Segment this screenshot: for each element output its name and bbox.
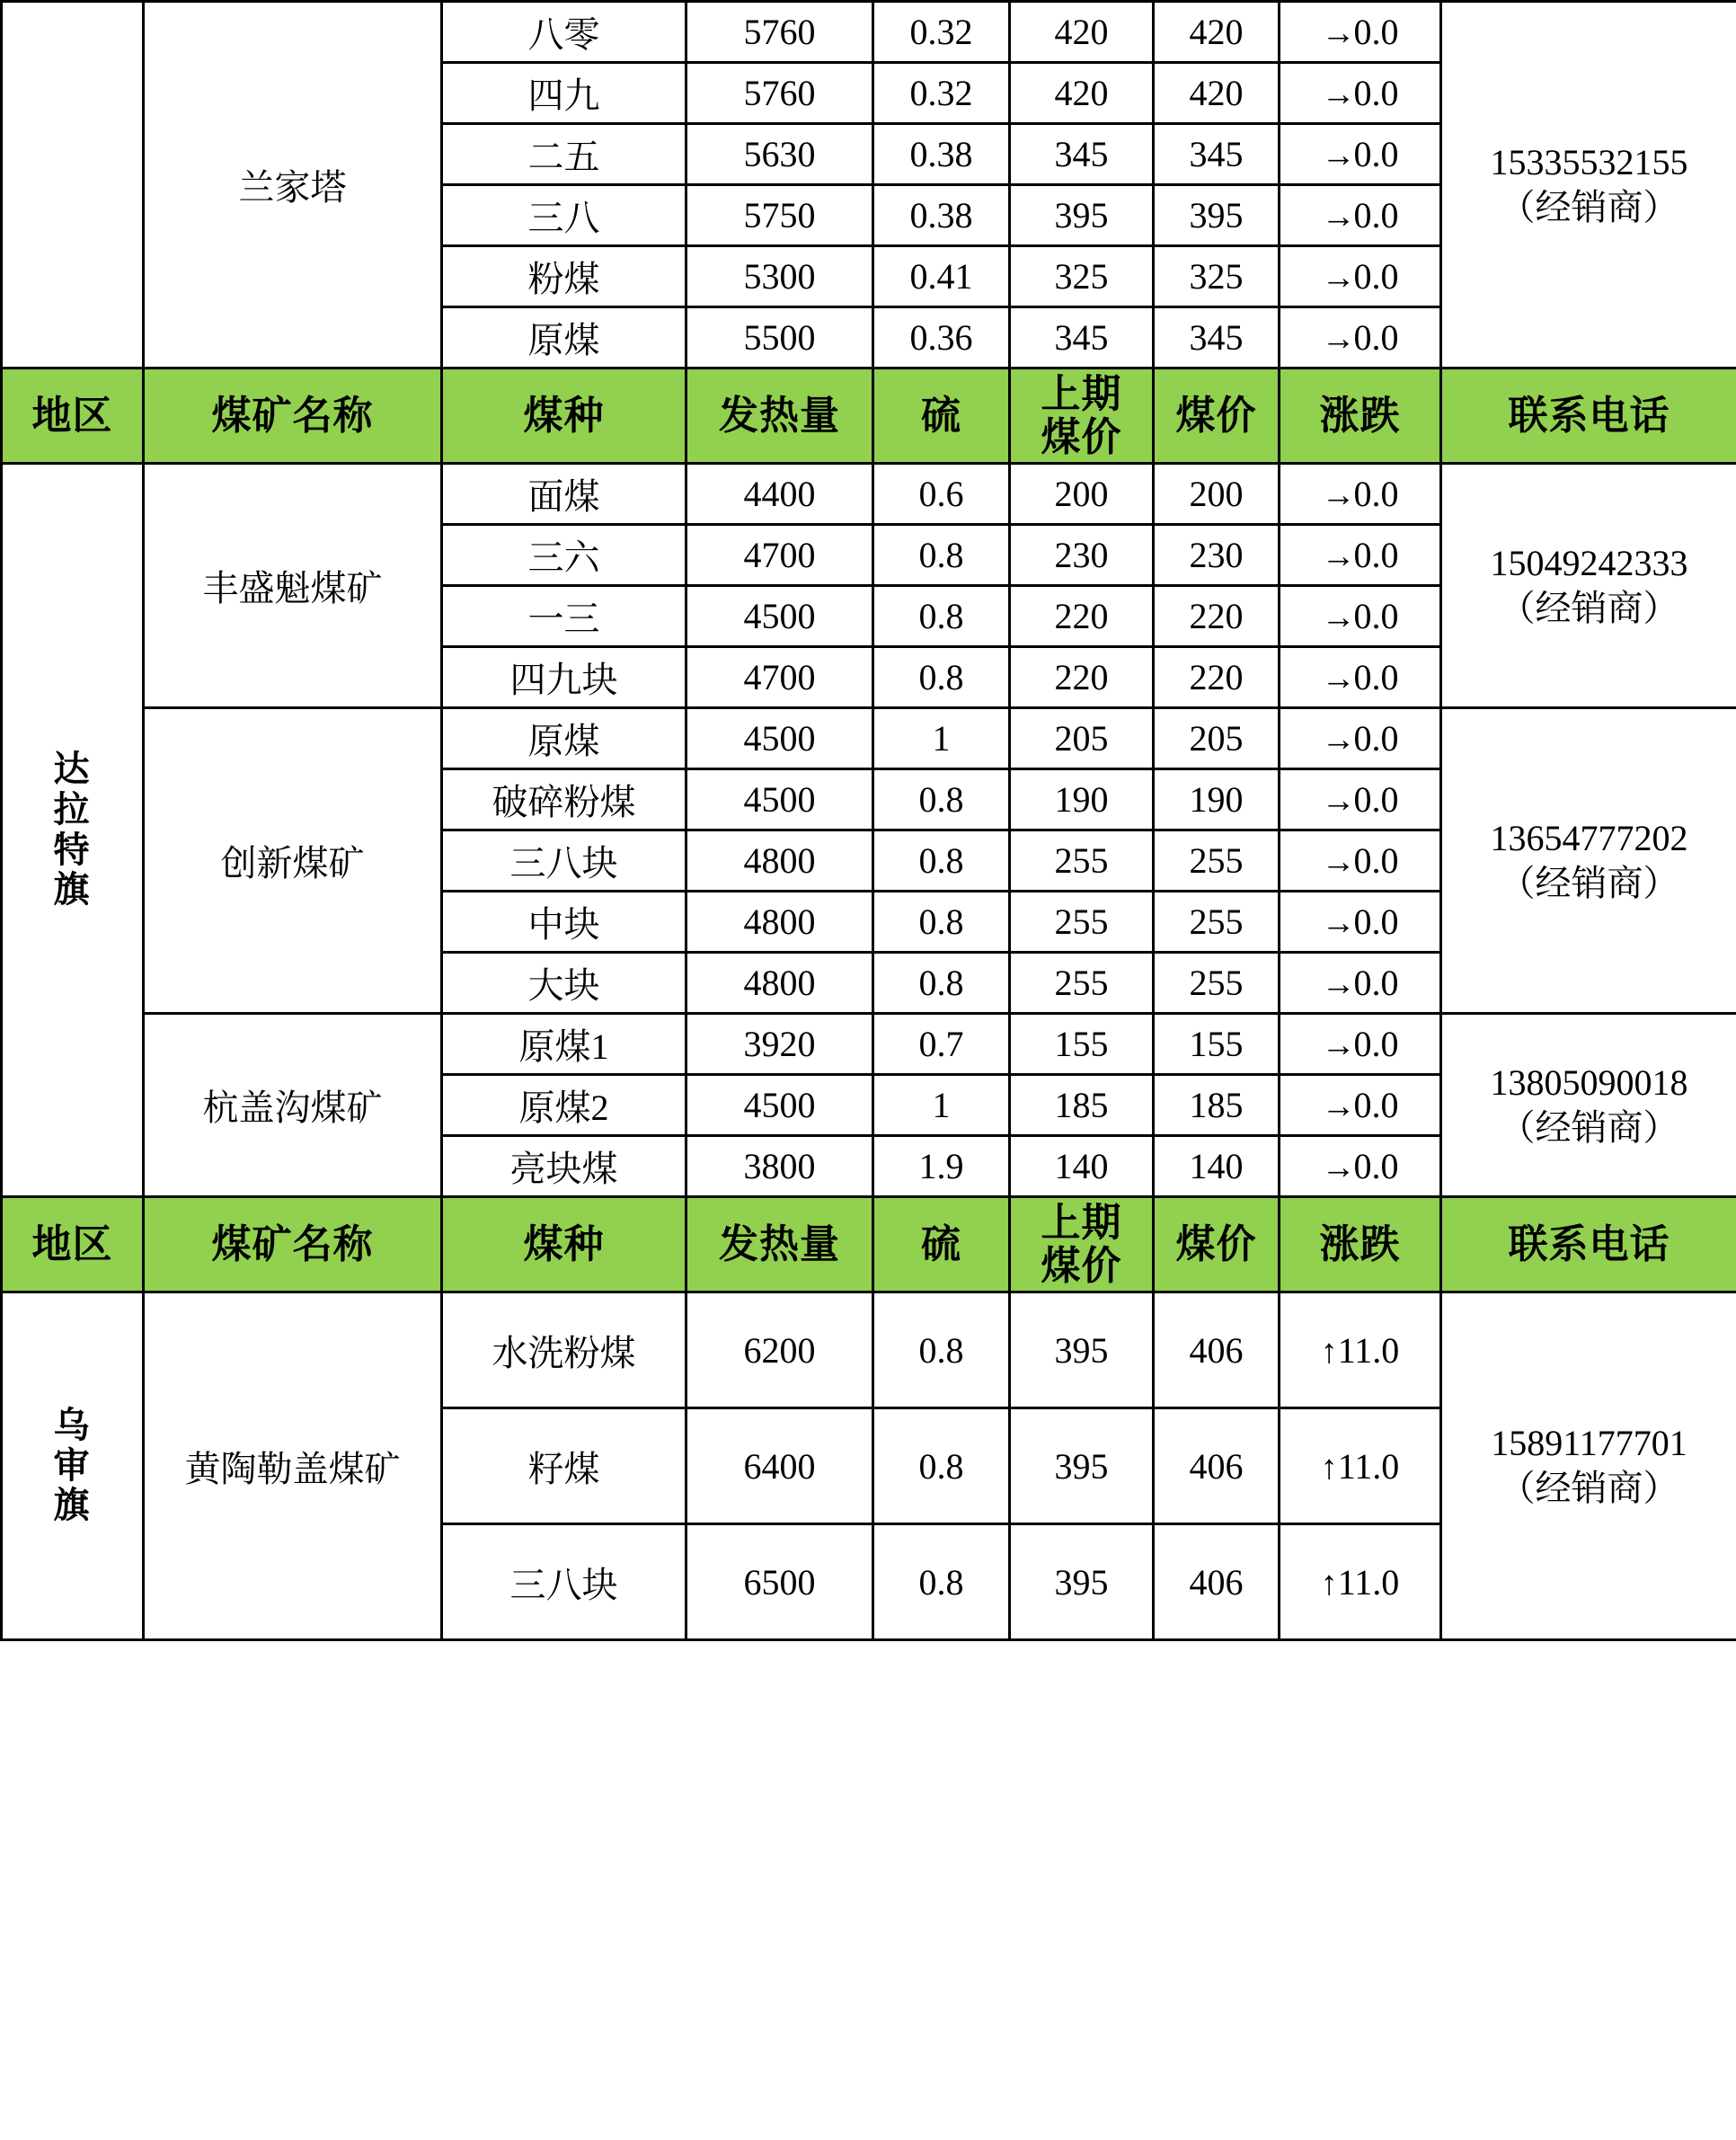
- arrow-flat-icon: →: [1321, 259, 1354, 297]
- change-cell-flat: →0.0: [1280, 2, 1441, 63]
- heat-value-cell: 4500: [686, 586, 873, 647]
- coal-type-cell: 大块: [442, 953, 686, 1014]
- prev-price-cell: 420: [1010, 63, 1154, 124]
- coal-type-cell: 面煤: [442, 464, 686, 525]
- price-cell: 255: [1154, 830, 1280, 892]
- contact-phone-cell: 15335532155 （经销商）: [1441, 2, 1736, 369]
- price-cell: 190: [1154, 769, 1280, 830]
- prev-price-cell: 395: [1010, 1524, 1154, 1640]
- price-cell: 155: [1154, 1014, 1280, 1075]
- change-cell-flat: →0.0: [1280, 953, 1441, 1014]
- sulfur-cell: 0.8: [873, 1292, 1010, 1408]
- price-cell: 220: [1154, 647, 1280, 708]
- table-row: [2, 1292, 1736, 1408]
- coal-type-cell: 中块: [442, 892, 686, 953]
- price-cell: 220: [1154, 586, 1280, 647]
- coal-type-cell: 二五: [442, 124, 686, 185]
- arrow-flat-icon: →: [1321, 904, 1354, 943]
- arrow-flat-icon: →: [1321, 721, 1354, 759]
- sulfur-cell: 0.8: [873, 1524, 1010, 1640]
- heat-value-cell: 6500: [686, 1524, 873, 1640]
- arrow-up-icon: ↑: [1320, 1448, 1338, 1487]
- sulfur-cell: 0.8: [873, 953, 1010, 1014]
- coal-type-cell: 三八: [442, 185, 686, 246]
- arrow-flat-icon: →: [1321, 1026, 1354, 1065]
- arrow-flat-icon: →: [1321, 14, 1354, 52]
- prev-price-cell: 255: [1010, 830, 1154, 892]
- mine-name-cell: 创新煤矿: [144, 708, 442, 1014]
- coal-type-cell: 三八块: [442, 1524, 686, 1640]
- mine-name-cell: 丰盛魁煤矿: [144, 464, 442, 708]
- header-heat-value: 发热量: [686, 369, 873, 464]
- column-header-row: [2, 1197, 1736, 1292]
- table-row: [2, 708, 1736, 769]
- header-change: 涨跌: [1280, 1197, 1441, 1292]
- prev-price-cell: 220: [1010, 647, 1154, 708]
- prev-price-cell: 345: [1010, 124, 1154, 185]
- mine-name-cell: 杭盖沟煤矿: [144, 1014, 442, 1197]
- sulfur-cell: 0.32: [873, 2, 1010, 63]
- change-cell-flat: →0.0: [1280, 830, 1441, 892]
- sulfur-cell: 1: [873, 708, 1010, 769]
- sulfur-cell: 0.8: [873, 647, 1010, 708]
- header-mine-name: 煤矿名称: [144, 1197, 442, 1292]
- table-row: [2, 464, 1736, 525]
- price-cell: 140: [1154, 1136, 1280, 1197]
- prev-price-cell: 200: [1010, 464, 1154, 525]
- arrow-flat-icon: →: [1321, 782, 1354, 821]
- coal-type-cell: 原煤: [442, 307, 686, 369]
- prev-price-cell: 140: [1010, 1136, 1154, 1197]
- prev-price-cell: 395: [1010, 185, 1154, 246]
- coal-type-cell: 籽煤: [442, 1408, 686, 1524]
- region-cell-empty: [2, 2, 144, 369]
- arrow-flat-icon: →: [1321, 599, 1354, 637]
- header-heat-value: 发热量: [686, 1197, 873, 1292]
- prev-price-cell: 345: [1010, 307, 1154, 369]
- header-mine-name: 煤矿名称: [144, 369, 442, 464]
- sulfur-cell: 0.36: [873, 307, 1010, 369]
- header-coal-type: 煤种: [442, 1197, 686, 1292]
- coal-type-cell: 三八块: [442, 830, 686, 892]
- header-prev-price: 上期 煤价: [1010, 369, 1154, 464]
- header-phone: 联系电话: [1441, 369, 1736, 464]
- sulfur-cell: 0.8: [873, 1408, 1010, 1524]
- change-cell-flat: →0.0: [1280, 1014, 1441, 1075]
- table-row: [2, 1014, 1736, 1075]
- price-cell: 420: [1154, 63, 1280, 124]
- heat-value-cell: 4800: [686, 892, 873, 953]
- column-header-row: [2, 369, 1736, 464]
- region-cell: 达 拉 特 旗: [2, 464, 144, 1197]
- mine-name-cell: 黄陶勒盖煤矿: [144, 1292, 442, 1640]
- sulfur-cell: 0.8: [873, 769, 1010, 830]
- prev-price-cell: 190: [1010, 769, 1154, 830]
- arrow-flat-icon: →: [1321, 137, 1354, 174]
- change-cell-flat: →0.0: [1280, 586, 1441, 647]
- contact-phone-cell: 13805090018 （经销商）: [1441, 1014, 1736, 1197]
- change-cell-flat: →0.0: [1280, 1136, 1441, 1197]
- sulfur-cell: 0.38: [873, 185, 1010, 246]
- prev-price-cell: 155: [1010, 1014, 1154, 1075]
- heat-value-cell: 3920: [686, 1014, 873, 1075]
- coal-type-cell: 八零: [442, 2, 686, 63]
- arrow-up-icon: ↑: [1320, 1564, 1338, 1603]
- arrow-flat-icon: →: [1321, 75, 1354, 113]
- heat-value-cell: 5300: [686, 246, 873, 307]
- price-cell: 406: [1154, 1292, 1280, 1408]
- coal-type-cell: 原煤: [442, 708, 686, 769]
- heat-value-cell: 3800: [686, 1136, 873, 1197]
- price-cell: 325: [1154, 246, 1280, 307]
- coal-type-cell: 一三: [442, 586, 686, 647]
- table-body: [2, 2, 1736, 1640]
- header-sulfur: 硫: [873, 369, 1010, 464]
- prev-price-cell: 395: [1010, 1408, 1154, 1524]
- heat-value-cell: 4800: [686, 830, 873, 892]
- change-cell-flat: →0.0: [1280, 647, 1441, 708]
- price-cell: 185: [1154, 1075, 1280, 1136]
- sulfur-cell: 0.8: [873, 830, 1010, 892]
- arrow-flat-icon: →: [1321, 843, 1354, 882]
- region-cell: 乌 审 旗: [2, 1292, 144, 1640]
- header-change: 涨跌: [1280, 369, 1441, 464]
- arrow-flat-icon: →: [1321, 660, 1354, 698]
- sulfur-cell: 0.6: [873, 464, 1010, 525]
- change-cell-flat: →0.0: [1280, 63, 1441, 124]
- heat-value-cell: 5760: [686, 2, 873, 63]
- sulfur-cell: 0.7: [873, 1014, 1010, 1075]
- arrow-flat-icon: →: [1321, 1088, 1354, 1126]
- price-cell: 406: [1154, 1408, 1280, 1524]
- heat-value-cell: 5750: [686, 185, 873, 246]
- prev-price-cell: 220: [1010, 586, 1154, 647]
- change-cell-up: ↑11.0: [1280, 1408, 1441, 1524]
- sulfur-cell: 0.8: [873, 586, 1010, 647]
- coal-type-cell: 原煤2: [442, 1075, 686, 1136]
- sulfur-cell: 0.8: [873, 525, 1010, 586]
- coal-type-cell: 原煤1: [442, 1014, 686, 1075]
- change-cell-flat: →0.0: [1280, 307, 1441, 369]
- change-cell-flat: →0.0: [1280, 708, 1441, 769]
- coal-type-cell: 破碎粉煤: [442, 769, 686, 830]
- coal-type-cell: 亮块煤: [442, 1136, 686, 1197]
- prev-price-cell: 205: [1010, 708, 1154, 769]
- price-cell: 406: [1154, 1524, 1280, 1640]
- coal-type-cell: 水洗粉煤: [442, 1292, 686, 1408]
- prev-price-cell: 230: [1010, 525, 1154, 586]
- price-cell: 255: [1154, 953, 1280, 1014]
- header-price: 煤价: [1154, 369, 1280, 464]
- prev-price-cell: 325: [1010, 246, 1154, 307]
- change-cell-flat: →0.0: [1280, 769, 1441, 830]
- prev-price-cell: 395: [1010, 1292, 1154, 1408]
- arrow-flat-icon: →: [1321, 1149, 1354, 1187]
- change-cell-flat: →0.0: [1280, 892, 1441, 953]
- header-price: 煤价: [1154, 1197, 1280, 1292]
- price-cell: 200: [1154, 464, 1280, 525]
- sulfur-cell: 1: [873, 1075, 1010, 1136]
- header-prev-price: 上期 煤价: [1010, 1197, 1154, 1292]
- price-cell: 345: [1154, 124, 1280, 185]
- arrow-flat-icon: →: [1321, 476, 1354, 515]
- price-cell: 420: [1154, 2, 1280, 63]
- heat-value-cell: 5630: [686, 124, 873, 185]
- change-cell-flat: →0.0: [1280, 1075, 1441, 1136]
- price-cell: 395: [1154, 185, 1280, 246]
- arrow-up-icon: ↑: [1320, 1332, 1338, 1371]
- change-cell-flat: →0.0: [1280, 124, 1441, 185]
- heat-value-cell: 4800: [686, 953, 873, 1014]
- header-coal-type: 煤种: [442, 369, 686, 464]
- heat-value-cell: 5500: [686, 307, 873, 369]
- sulfur-cell: 1.9: [873, 1136, 1010, 1197]
- header-phone: 联系电话: [1441, 1197, 1736, 1292]
- header-region: 地区: [2, 369, 144, 464]
- sulfur-cell: 0.8: [873, 892, 1010, 953]
- change-cell-up: ↑11.0: [1280, 1292, 1441, 1408]
- heat-value-cell: 4700: [686, 647, 873, 708]
- contact-phone-cell: 15891177701 （经销商）: [1441, 1292, 1736, 1640]
- coal-type-cell: 三六: [442, 525, 686, 586]
- arrow-flat-icon: →: [1321, 965, 1354, 1004]
- heat-value-cell: 4500: [686, 769, 873, 830]
- arrow-flat-icon: →: [1321, 198, 1354, 235]
- heat-value-cell: 5760: [686, 63, 873, 124]
- price-cell: 205: [1154, 708, 1280, 769]
- change-cell-flat: →0.0: [1280, 246, 1441, 307]
- header-region: 地区: [2, 1197, 144, 1292]
- change-cell-flat: →0.0: [1280, 185, 1441, 246]
- heat-value-cell: 4400: [686, 464, 873, 525]
- price-cell: 255: [1154, 892, 1280, 953]
- coal-type-cell: 四九块: [442, 647, 686, 708]
- arrow-flat-icon: →: [1321, 320, 1354, 358]
- sulfur-cell: 0.41: [873, 246, 1010, 307]
- change-cell-flat: →0.0: [1280, 464, 1441, 525]
- heat-value-cell: 6200: [686, 1292, 873, 1408]
- change-cell-up: ↑11.0: [1280, 1524, 1441, 1640]
- heat-value-cell: 6400: [686, 1408, 873, 1524]
- sulfur-cell: 0.38: [873, 124, 1010, 185]
- sulfur-cell: 0.32: [873, 63, 1010, 124]
- coal-type-cell: 四九: [442, 63, 686, 124]
- contact-phone-cell: 13654777202 （经销商）: [1441, 708, 1736, 1014]
- price-cell: 230: [1154, 525, 1280, 586]
- price-cell: 345: [1154, 307, 1280, 369]
- prev-price-cell: 255: [1010, 892, 1154, 953]
- arrow-flat-icon: →: [1321, 537, 1354, 576]
- table-row: [2, 2, 1736, 63]
- header-sulfur: 硫: [873, 1197, 1010, 1292]
- heat-value-cell: 4700: [686, 525, 873, 586]
- mine-name-cell: 兰家塔: [144, 2, 442, 369]
- contact-phone-cell: 15049242333 （经销商）: [1441, 464, 1736, 708]
- heat-value-cell: 4500: [686, 708, 873, 769]
- prev-price-cell: 185: [1010, 1075, 1154, 1136]
- change-cell-flat: →0.0: [1280, 525, 1441, 586]
- prev-price-cell: 420: [1010, 2, 1154, 63]
- prev-price-cell: 255: [1010, 953, 1154, 1014]
- heat-value-cell: 4500: [686, 1075, 873, 1136]
- coal-type-cell: 粉煤: [442, 246, 686, 307]
